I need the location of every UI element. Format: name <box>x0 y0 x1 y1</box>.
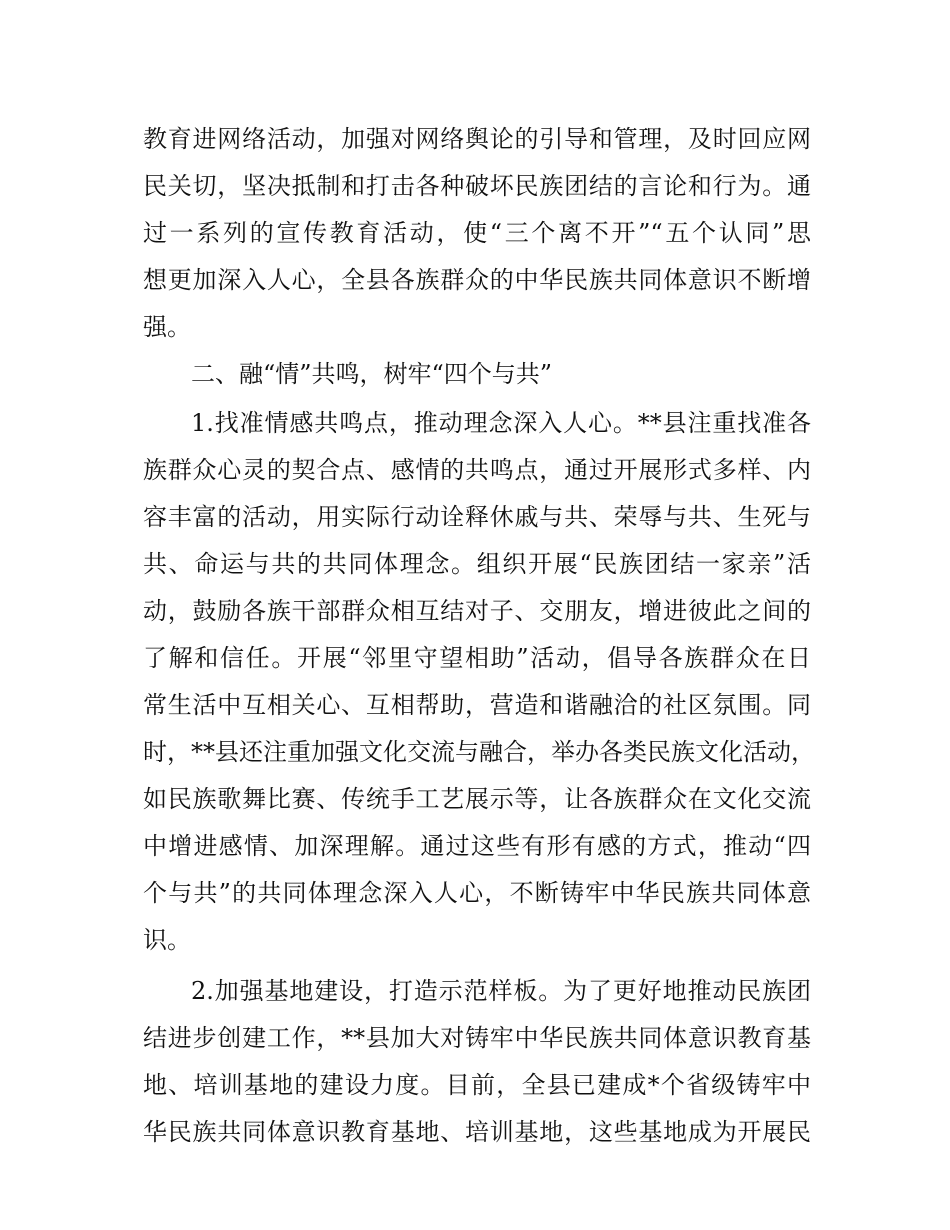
text-line: 族群众心灵的契合点、感情的共鸣点，通过开展形式多样、内 <box>143 456 811 484</box>
text-line: 地、培训基地的建设力度。目前，全县已建成*个省级铸牢中 <box>143 1071 811 1099</box>
section-heading: 二、融“情”共鸣，树牢“四个与共” <box>191 360 553 388</box>
text-line: 1.找准情感共鸣点，推动理念深入人心。**县注重找准各 <box>191 409 811 437</box>
text-line: 中增进感情、加深理解。通过这些有形有感的方式，推动“四 <box>143 832 811 860</box>
text-line: 容丰富的活动，用实际行动诠释休戚与共、荣辱与共、生死与 <box>143 503 811 531</box>
text-line: 想更加深入人心，全县各族群众的中华民族共同体意识不断增 <box>143 266 811 294</box>
text-line: 民关切，坚决抵制和打击各种破坏民族团结的言论和行为。通 <box>143 172 811 200</box>
text-line: 强。 <box>143 313 191 341</box>
text-line: 如民族歌舞比赛、传统手工艺展示等，让各族群众在文化交流 <box>143 785 811 813</box>
text-line: 教育进网络活动，加强对网络舆论的引导和管理，及时回应网 <box>143 125 811 153</box>
text-line: 了解和信任。开展“邻里守望相助”活动，倡导各族群众在日 <box>143 644 811 672</box>
text-line: 共、命运与共的共同体理念。组织开展“民族团结一家亲”活 <box>143 550 811 578</box>
text-line: 过一系列的宣传教育活动，使“三个离不开”“五个认同”思 <box>143 219 811 247</box>
text-line: 结进步创建工作，**县加大对铸牢中华民族共同体意识教育基 <box>143 1024 811 1052</box>
text-line: 识。 <box>143 926 191 954</box>
text-line: 时，**县还注重加强文化交流与融合，举办各类民族文化活动， <box>143 738 815 766</box>
text-line: 个与共”的共同体理念深入人心，不断铸牢中华民族共同体意 <box>143 879 811 907</box>
text-line: 华民族共同体意识教育基地、培训基地，这些基地成为开展民 <box>143 1118 811 1146</box>
text-line: 动，鼓励各族干部群众相互结对子、交朋友，增进彼此之间的 <box>143 597 811 625</box>
text-line: 2.加强基地建设，打造示范样板。为了更好地推动民族团 <box>191 977 811 1005</box>
text-line: 常生活中互相关心、互相帮助，营造和谐融洽的社区氛围。同 <box>143 691 811 719</box>
